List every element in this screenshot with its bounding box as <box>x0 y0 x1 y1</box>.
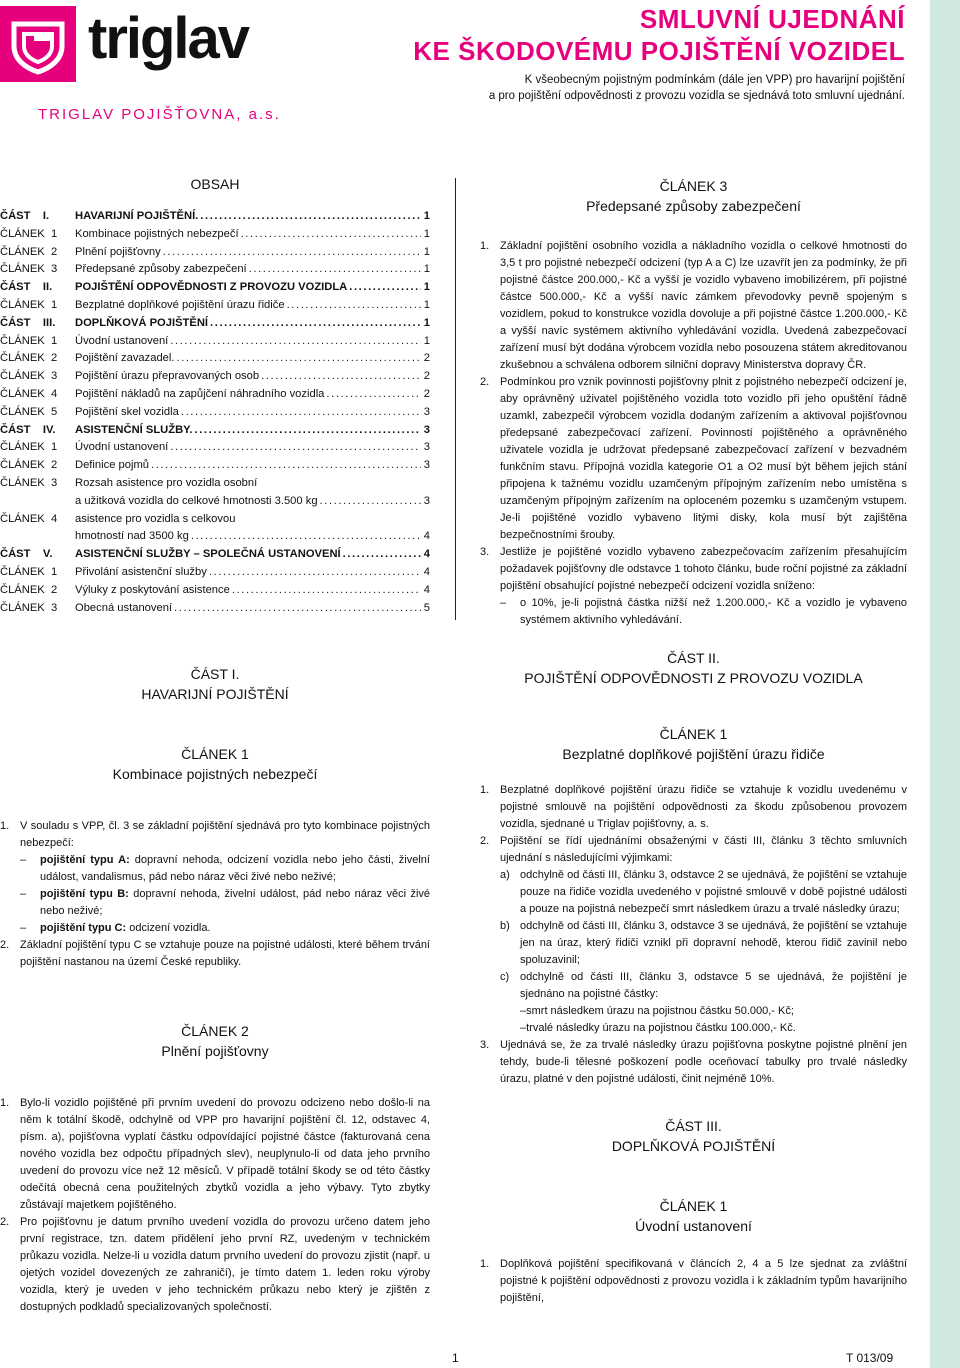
dash-item: – o 10%, je-li pojistná částka nižší než 1.200.000,- Kč a vozidlo je vybaveno systémem aktivního vyhledávání. <box>480 595 907 629</box>
article-3-title: Předepsané způsoby zabezpečení <box>586 198 801 214</box>
paragraph-number: 1. <box>0 1097 10 1109</box>
toc-entry-page: 4 <box>423 583 430 596</box>
side-color-bar <box>930 0 960 1368</box>
part-2-article-1-heading: ČLÁNEK 1 <box>659 726 728 742</box>
toc-entry-title: Pojištění skel vozidla <box>75 405 179 418</box>
toc-leader-dots <box>170 439 420 457</box>
toc-entry-kind: ČLÁNEK 3 <box>0 370 58 383</box>
part-2 <box>480 648 907 1307</box>
subtitle-line1: K všeobecným pojistným podmínkám (dále jen VPP) pro havarijní pojištění <box>524 74 905 86</box>
toc-entry-kind: ČLÁNEK 1 <box>0 565 58 578</box>
insurance-type-b-label: pojištění typu B: <box>40 888 129 900</box>
toc-entry-page: 1 <box>423 281 430 294</box>
toc-entry <box>0 600 430 618</box>
part-2-heading: ČÁST II. <box>667 650 720 666</box>
part-3-article-1-heading: ČLÁNEK 1 <box>659 1198 728 1214</box>
toc-entry-title: Obecná ustanovení <box>75 601 173 614</box>
toc-entry-title: a užitková vozidla do celkové hmotnosti 3.500 kg <box>75 494 318 507</box>
toc-leader-dots <box>191 528 421 546</box>
toc-entry <box>0 528 430 546</box>
paragraph <box>0 937 430 971</box>
toc-entry <box>0 564 430 582</box>
table-of-contents <box>0 208 430 617</box>
toc-entry <box>0 404 430 422</box>
toc-entry-title: ASISTENČNÍ SLUŽBY. <box>75 423 193 436</box>
toc-entry-kind <box>0 528 75 546</box>
toc-entry-page: 2 <box>423 387 430 400</box>
toc-entry <box>0 582 430 600</box>
paragraph-number: 1. <box>480 784 490 796</box>
toc-entry <box>0 386 430 404</box>
toc-entry-kind: ČLÁNEK 3 <box>0 263 58 276</box>
dash-item: – pojištění typu B: dopravní nehoda, živelní událost, pád nebo náraz věci živé nebo neživé; <box>20 888 430 917</box>
toc-entry-kind: ČÁST V. <box>0 548 53 561</box>
paragraph <box>480 1037 907 1088</box>
toc-entry <box>0 546 430 564</box>
toc-entry-kind: ČLÁNEK 4 <box>0 512 58 525</box>
toc-leader-dots <box>326 386 420 404</box>
dash-item-text: o 10%, je-li pojistná částka nižší než 1.200.000,- Kč a vozidlo je vybaveno systémem aktivního vyhledávání. <box>520 597 907 626</box>
toc-entry-title: Úvodní ustanovení <box>75 334 169 347</box>
paragraph-number: 3. <box>480 1039 490 1051</box>
paragraph <box>0 1095 430 1214</box>
toc-entry <box>0 297 430 315</box>
toc-leader-dots <box>343 546 421 564</box>
toc-entry <box>0 368 430 386</box>
paragraph-number: 1. <box>480 240 490 252</box>
toc-entry-page: 1 <box>423 245 430 258</box>
toc-entry-title: Výluky z poskytování asistence <box>75 583 230 596</box>
toc-entry-title: Bezplatné doplňkové pojištění úrazu řidiče <box>75 298 285 311</box>
part-1-title: HAVARIJNÍ POJIŠTĚNÍ <box>141 686 289 702</box>
toc-entry-title: DOPLŇKOVÁ POJIŠTĚNÍ <box>75 316 209 329</box>
document-subtitle <box>445 72 905 104</box>
toc-entry-title: Pojištění úrazu přepravovaných osob <box>75 370 260 383</box>
paragraph-number: 1. <box>0 820 10 832</box>
toc-entry-page: 3 <box>423 405 430 418</box>
toc-entry <box>0 493 430 511</box>
toc-leader-dots <box>151 457 421 475</box>
paragraph-text: Základní pojištění osobního vozidla a nákladního vozidla o celkové hmotnosti do 3,5 t pro pojistné nebezpečí odcizení (typ A a C) lze uzavřít jen za podmínky, že při pojistné částce 200.000,- Kč a vyšší je vozidlo vybaveno imobilizérem, při pojistné částce 500.000,- Kč a vyšší navíc zámkem převodovky pevně spojeným s vozidlem, pokud to konstrukce vozidla dovoluje a při pojistné částce 1.200.000,- Kč a vyšší navíc systémem aktivního vyhledávání vozidla. Uvedená zabezpečovací zařízení musí být dodána výrobcem vozidla nebo posouzena státem akreditovanou zkušebnou a schválena odborem silniční dopravy Ministerstva dopravy ČR. <box>500 240 907 371</box>
paragraph-text: V souladu s VPP, čl. 3 se základní pojištění sjednává pro tyto kombinace pojistných nebezpečí: <box>20 820 430 849</box>
paragraph-number: 2. <box>480 835 490 847</box>
toc-entry-kind: ČLÁNEK 4 <box>0 387 58 400</box>
toc-entry-title: Rozsah asistence pro vozidla osobní <box>75 476 258 489</box>
paragraph-number: 2. <box>0 1216 10 1228</box>
toc-entry-kind: ČLÁNEK 1 <box>0 298 58 311</box>
paragraph <box>0 1214 430 1316</box>
paragraph-text: Ujednává se, že za trvalé následky úrazu pojišťovna poskytne pojistné plnění jen tehdy, bude-li tělesné poškození podle oceňovací tabulky pro trvalé následky úrazu, platné v den pojistné události, činit nejméně 10%. <box>500 1039 907 1085</box>
toc-entry-page: 4 <box>423 565 430 578</box>
part-1-article-1-title: Kombinace pojistných nebezpečí <box>112 766 318 782</box>
toc-leader-dots <box>177 350 421 368</box>
toc-leader-dots <box>209 564 421 582</box>
item-text: odchylně od části III, článku 3, odstavce 5 se ujednává, že pojištění je sjednáno na pojistné částky: <box>520 971 907 1000</box>
item-letter: a) <box>500 869 510 881</box>
paragraph-text: Doplňková pojištění specifikovaná v článcích 2, 4 a 5 lze sjednat za zvláštní pojistné k pojištění odpovědnosti z provozu vozidla i k základním typům havarijního pojištění, <box>500 1258 907 1304</box>
paragraph <box>480 238 907 374</box>
toc-entry-title: Přivolání asistenční služby <box>75 565 207 578</box>
toc-entry-kind: ČLÁNEK 1 <box>0 441 58 454</box>
toc-entry <box>0 244 430 262</box>
paragraph-text: Jestliže je pojištěné vozidlo vybaveno zabezpečovacím zařízením přesahujícím požadavek pojišťovny dle odstavce 1 tohoto článku, bude roční pojistné za základní pojištění obsahující pojistné nebezpečí odcizení vozidla sníženo: <box>500 546 907 592</box>
toc-entry <box>0 350 430 368</box>
toc-entry-kind: ČLÁNEK 5 <box>0 405 58 418</box>
toc-leader-dots <box>181 404 421 422</box>
toc-entry-title: Pojištění nákladů na zapůjčení náhradního vozidla <box>75 387 325 400</box>
toc-entry-page: 3 <box>423 494 430 507</box>
toc-entry-kind: ČLÁNEK 2 <box>0 352 58 365</box>
toc-entry <box>0 279 430 297</box>
insurance-type-b-text: dopravní nehoda, živelní událost, pád nebo náraz věci živé nebo neživé; <box>40 888 430 917</box>
toc-entry-page: 1 <box>423 210 430 222</box>
dash-item: – pojištění typu C: odcizení vozidla. <box>20 922 211 934</box>
toc-entry-kind <box>0 493 75 511</box>
item-text: odchylně od části III, článku 3, odstavce 2 se ujednává, že pojištění se vztahuje pouze na řidiče vozidla uvedeného v pojistné smlouvě v době pojistné události a pouze na pojistná nebezpečí smrt následkem úrazu a trvalé následky úrazu; <box>520 869 907 915</box>
part-1-article-2-title: Plnění pojišťovny <box>161 1043 269 1059</box>
toc-entry-page: 4 <box>423 548 430 561</box>
company-name: TRIGLAV POJIŠŤOVNA, a.s. <box>38 106 281 123</box>
paragraph <box>480 1256 907 1307</box>
lettered-item <box>480 918 907 969</box>
document-title-line2: KE ŠKODOVÉMU POJIŠTĚNÍ VOZIDEL <box>413 36 905 66</box>
toc-leader-dots <box>320 493 421 511</box>
toc-leader-dots <box>249 261 421 279</box>
toc-entry-page: 1 <box>423 316 430 329</box>
toc-entry-kind: ČÁST II. <box>0 281 53 294</box>
sub-item: –smrt následkem úrazu na pojistnou částku 50.000,- Kč; <box>520 1005 794 1017</box>
part-1-heading: ČÁST I. <box>190 666 240 682</box>
sub-item: –trvalé následky úrazu na pojistnou částku 100.000,- Kč. <box>520 1022 796 1034</box>
toc-entry <box>0 208 430 226</box>
paragraph-text: Pojištění se řídí ujednáními obsaženými v části III, článku 3 těchto smluvních ujednání s následujícími výjimkami: <box>500 835 907 864</box>
document-title-line1: SMLUVNÍ UJEDNÁNÍ <box>639 4 905 34</box>
article-3-heading: ČLÁNEK 3 <box>659 178 728 194</box>
insurance-type-c-text: odcizení vozidla. <box>126 922 211 934</box>
paragraph <box>480 374 907 544</box>
insurance-type-c-label: pojištění typu C: <box>40 922 127 934</box>
dash-item: – pojištění typu A: dopravní nehoda, odcizení vozidla nebo jeho části, živelní událost, vandalismus, pád nebo náraz věci živé nebo neživé; <box>20 854 430 883</box>
toc-leader-dots <box>210 315 421 333</box>
toc-entry-kind: ČLÁNEK 3 <box>0 476 58 489</box>
toc-entry <box>0 261 430 279</box>
document-code: T 013/09 <box>846 1351 894 1365</box>
part-2-article-1-title: Bezplatné doplňkové pojištění úrazu řidiče <box>562 746 825 762</box>
subtitle-line2: a pro pojištění odpovědnosti z provozu vozidla se sjednává toto smluvní ujednání. <box>488 90 905 102</box>
toc-leader-dots <box>170 333 420 351</box>
toc-entry-kind: ČLÁNEK 2 <box>0 245 58 258</box>
toc-entry <box>0 226 430 244</box>
paragraph-number: 3. <box>480 546 490 558</box>
toc-entry <box>0 475 430 493</box>
toc-entry-kind: ČLÁNEK 1 <box>0 227 58 240</box>
paragraph-text: Bezplatné doplňkové pojištění úrazu řidiče se vztahuje k vozidlu uvedenému v pojistné smlouvě na pojištění odpovědnosti za škodu způsobenou provozem vozidla, sjednané u Triglav pojišťovny, a. s. <box>500 784 907 830</box>
toc-entry-page: 1 <box>423 227 430 240</box>
toc-entry <box>0 511 430 529</box>
toc-entry-kind: ČÁST IV. <box>0 423 56 436</box>
toc-entry-page: 1 <box>423 298 430 311</box>
toc-entry-kind: ČLÁNEK 2 <box>0 583 58 596</box>
part-1-article-2-heading: ČLÁNEK 2 <box>181 1023 249 1039</box>
toc-entry-title: Úvodní ustanovení <box>75 441 169 454</box>
toc-entry-page: 3 <box>423 441 430 454</box>
toc-entry-title: HAVARIJNÍ POJIŠTĚNÍ. <box>75 210 199 222</box>
toc-leader-dots <box>163 244 421 262</box>
paragraph-text: Podmínkou pro vznik povinnosti pojišťovny plnit z pojistného nebezpečí odcizení je, aby oprávněný uživatel pojištěného vozidla toto vozidlo při jeho opuštění řádně uzamkl, zabezpečil výrobcem vozidla dodaným zařízením a aktivoval pojišťovnou předepsané zabezpečovací zařízení. Povinností pojištěného a oprávněného uživatele vozidla je udržovat předepsané zabezpečovací zařízení v bezvadném funkčním stavu. Přípojná vozidla kategorie O1 a O2 musí být během jejich stání připojena k tažnému vozidlu uzamčeným přípojným zařízením nebo umístěna s uzamčeným přípojným zařízením na oploceném pozemku s uzamčeným vstupem. Je-li pojištěné vozidlo vybaveno litými disky, kola musí být zajištěna bezpečnostními šrouby. <box>500 376 907 541</box>
toc-entry-kind: ČLÁNEK 2 <box>0 459 58 472</box>
toc-entry <box>0 457 430 475</box>
part-1 <box>0 664 430 1316</box>
toc-entry-kind: ČLÁNEK 3 <box>0 601 58 614</box>
column-divider <box>455 178 456 620</box>
insurance-type-a-text: dopravní nehoda, odcizení vozidla nebo jeho části, živelní událost, vandalismus, pád nebo náraz věci živé nebo neživé; <box>40 854 430 883</box>
part-3-heading: ČÁST III. <box>665 1118 722 1134</box>
toc-entry-page: 2 <box>423 352 430 365</box>
paragraph <box>480 833 907 867</box>
toc-leader-dots <box>174 600 421 618</box>
item-letter: c) <box>500 971 510 983</box>
part-2-title: POJIŠTĚNÍ ODPOVĚDNOSTI Z PROVOZU VOZIDLA <box>524 670 863 686</box>
part-3-article-1-title: Úvodní ustanovení <box>635 1218 752 1234</box>
triglav-logo-icon <box>0 6 76 82</box>
paragraph-number: 2. <box>0 939 10 951</box>
toc-leader-dots <box>241 226 421 244</box>
toc-entry-kind: ČÁST I. <box>0 210 50 222</box>
toc-leader-dots <box>261 368 421 386</box>
toc-entry-kind: ČLÁNEK 1 <box>0 334 58 347</box>
toc-entry-title: ASISTENČNÍ SLUŽBY – SPOLEČNÁ USTANOVENÍ <box>75 548 341 561</box>
part-3-title: DOPLŇKOVÁ POJIŠTĚNÍ <box>611 1138 776 1154</box>
article-3 <box>480 176 907 629</box>
toc-entry-kind: ČÁST III. <box>0 316 56 329</box>
toc-entry <box>0 315 430 333</box>
paragraph-number: 1. <box>480 1258 490 1270</box>
toc-title: OBSAH <box>190 176 240 192</box>
toc-entry-title: Předepsané způsoby zabezpečení <box>75 263 247 276</box>
toc-entry <box>0 422 430 440</box>
toc-entry-page: 2 <box>423 370 430 383</box>
toc-entry-page: 1 <box>423 263 430 276</box>
item-letter: b) <box>500 920 510 932</box>
toc-entry-page: 5 <box>423 601 430 614</box>
toc-leader-dots <box>349 279 421 297</box>
part-1-article-1-heading: ČLÁNEK 1 <box>181 746 249 762</box>
lettered-item <box>480 969 907 1003</box>
paragraph <box>480 782 907 833</box>
toc-entry-title: POJIŠTĚNÍ ODPOVĚDNOSTI Z PROVOZU VOZIDLA <box>75 281 348 294</box>
toc-entry-page: 3 <box>423 423 430 436</box>
lettered-item <box>480 867 907 918</box>
toc-entry-page: 4 <box>423 530 430 543</box>
toc-entry-page: 1 <box>423 334 430 347</box>
toc-leader-dots <box>200 208 420 226</box>
toc-entry-title: asistence pro vozidla s celkovou <box>75 512 236 525</box>
toc-leader-dots <box>232 582 421 600</box>
toc-entry-page: 3 <box>423 459 430 472</box>
toc-entry-title: Plnění pojišťovny <box>75 245 161 258</box>
paragraph-text: Základní pojištění typu C se vztahuje pouze na pojistné události, které během trvání pojištění nastanou na území České republiky. <box>20 939 430 968</box>
toc-entry-title: Definice pojmů <box>75 459 149 472</box>
paragraph <box>0 818 430 852</box>
page-number: 1 <box>452 1351 459 1365</box>
toc-entry-title: hmotností nad 3500 kg <box>75 530 189 543</box>
paragraph-number: 2. <box>480 376 490 388</box>
toc-leader-dots <box>287 297 421 315</box>
paragraph-text: Pro pojišťovnu je datum prvního uvedení vozidla do provozu určeno datem jeho první registrace, tzn. datem přidělení jeho první RZ, uvedeným v technickém průkazu vozidla. Nelze-li u vozidla datum prvního uvedení do provozu zjistit (např. u ojetých vozidel dovezených ze zahraničí), je tímto datem 1. leden roku výroby vozidla, který je uveden v jeho technickém průkazu nebo který je zjištěn z dostupných podkladů specializovaných společností. <box>20 1216 430 1313</box>
toc-entry <box>0 439 430 457</box>
brand-wordmark: triglav <box>88 6 249 71</box>
toc-entry <box>0 333 430 351</box>
toc-leader-dots <box>194 422 420 440</box>
paragraph <box>480 544 907 595</box>
toc-entry-title: Kombinace pojistných nebezpečí <box>75 227 239 240</box>
paragraph-text: Bylo-li vozidlo pojištěné při prvním uvedení do provozu odcizeno nebo došlo-li na něm k totální škodě, odchylně od VPP pro havarijní pojištění čl. 12, odstavec 4, písm. a), pojišťovna vyplatí částku odpovídající pojistné částce (fakturovaná cena nového vozidla bez odpočtu případných slev), neuplynulo-li od data jeho prvního uvedení do provozu více než 12 měsíců. V případě totální škody se od této částky odečítá obecná cena použitelných zbytků vozidla a jeho výbavy. Tyto zbytky zůstávají majetkem pojištěného. <box>20 1097 430 1211</box>
item-text: odchylně od části III, článku 3, odstavce 3 se ujednává, že pojištění se vztahuje jen na úraz, který řidiči vznikl při dopravní nehodě, kterou řidič zavinil nebo spoluzavinil; <box>520 920 907 966</box>
insurance-type-a-label: pojištění typu A: <box>40 854 130 866</box>
toc-entry-title: Pojištění zavazadel. <box>75 352 175 365</box>
